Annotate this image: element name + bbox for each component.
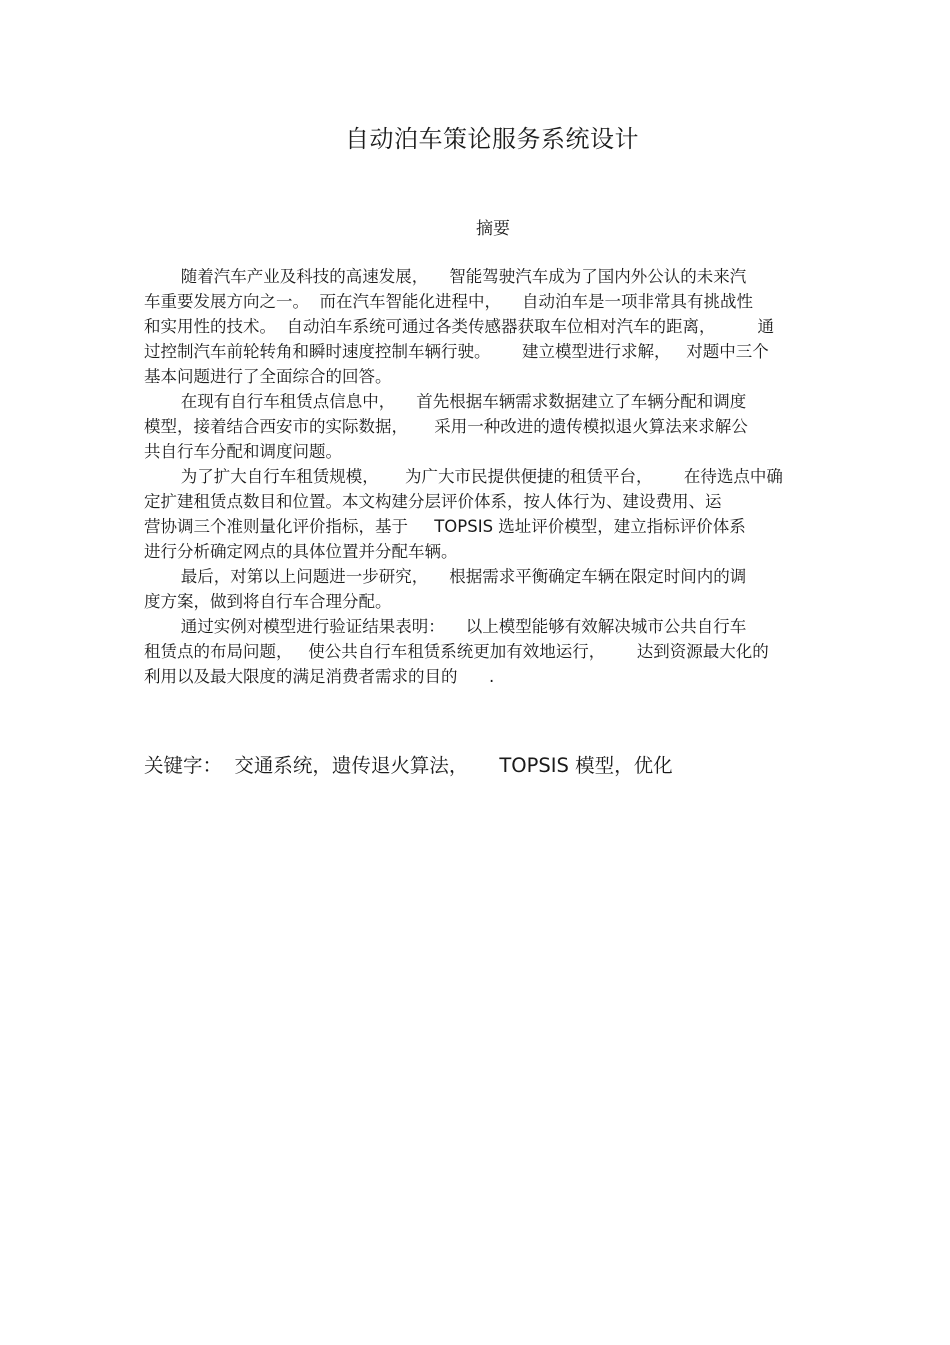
abstract-line: 定扩建租赁点数目和位置。本文构建分层评价体系，按人体行为、建设费用、运 [144, 492, 722, 511]
abstract-line: 为了扩大自行车租赁规模， 为广大市民提供便捷的租赁平台， 在待选点中确 [144, 467, 783, 486]
abstract-line: 度方案，做到将自行车合理分配。 [144, 592, 392, 611]
keywords-line: 关键字： 交通系统，遗传退火算法， TOPSIS 模型，优化 [144, 754, 673, 777]
abstract-line: 租赁点的布局问题， 使公共自行车租赁系统更加有效地运行， 达到资源最大化的 [144, 642, 769, 661]
abstract-line: 营协调三个准则量化评价指标，基于 TOPSIS 选址评价模型，建立指标评价体系 [144, 517, 746, 536]
abstract-line: 通过实例对模型进行验证结果表明： 以上模型能够有效解决城市公共自行车 [144, 617, 747, 636]
abstract-line: 模型，接着结合西安市的实际数据， 采用一种改进的遗传模拟退火算法来求解公 [144, 417, 748, 436]
abstract-line: 车重要发展方向之一。 而在汽车智能化进程中， 自动泊车是一项非常具有挑战性 [144, 292, 753, 311]
abstract-line: 共自行车分配和调度问题。 [144, 442, 342, 461]
abstract-line: 最后，对第以上问题进一步研究， 根据需求平衡确定车辆在限定时间内的调 [144, 567, 747, 586]
abstract-line: 利用以及最大限度的满足消费者需求的目的 . [144, 667, 495, 686]
abstract-heading: 摘要 [476, 219, 510, 239]
abstract-line: 进行分析确定网点的具体位置并分配车辆。 [144, 542, 458, 561]
abstract-line: 基本问题进行了全面综合的回答。 [144, 367, 392, 386]
abstract-line: 和实用性的技术。 自动泊车系统可通过各类传感器获取车位相对汽车的距离， 通 [144, 317, 774, 336]
abstract-line: 在现有自行车租赁点信息中， 首先根据车辆需求数据建立了车辆分配和调度 [144, 392, 747, 411]
abstract-line: 过控制汽车前轮转角和瞬时速度控制车辆行驶。 建立模型进行求解， 对题中三个 [144, 342, 769, 361]
abstract-line: 随着汽车产业及科技的高速发展， 智能驾驶汽车成为了国内外公认的未来汽 [144, 267, 747, 286]
document-title: 自动泊车策论服务系统设计 [345, 125, 639, 153]
